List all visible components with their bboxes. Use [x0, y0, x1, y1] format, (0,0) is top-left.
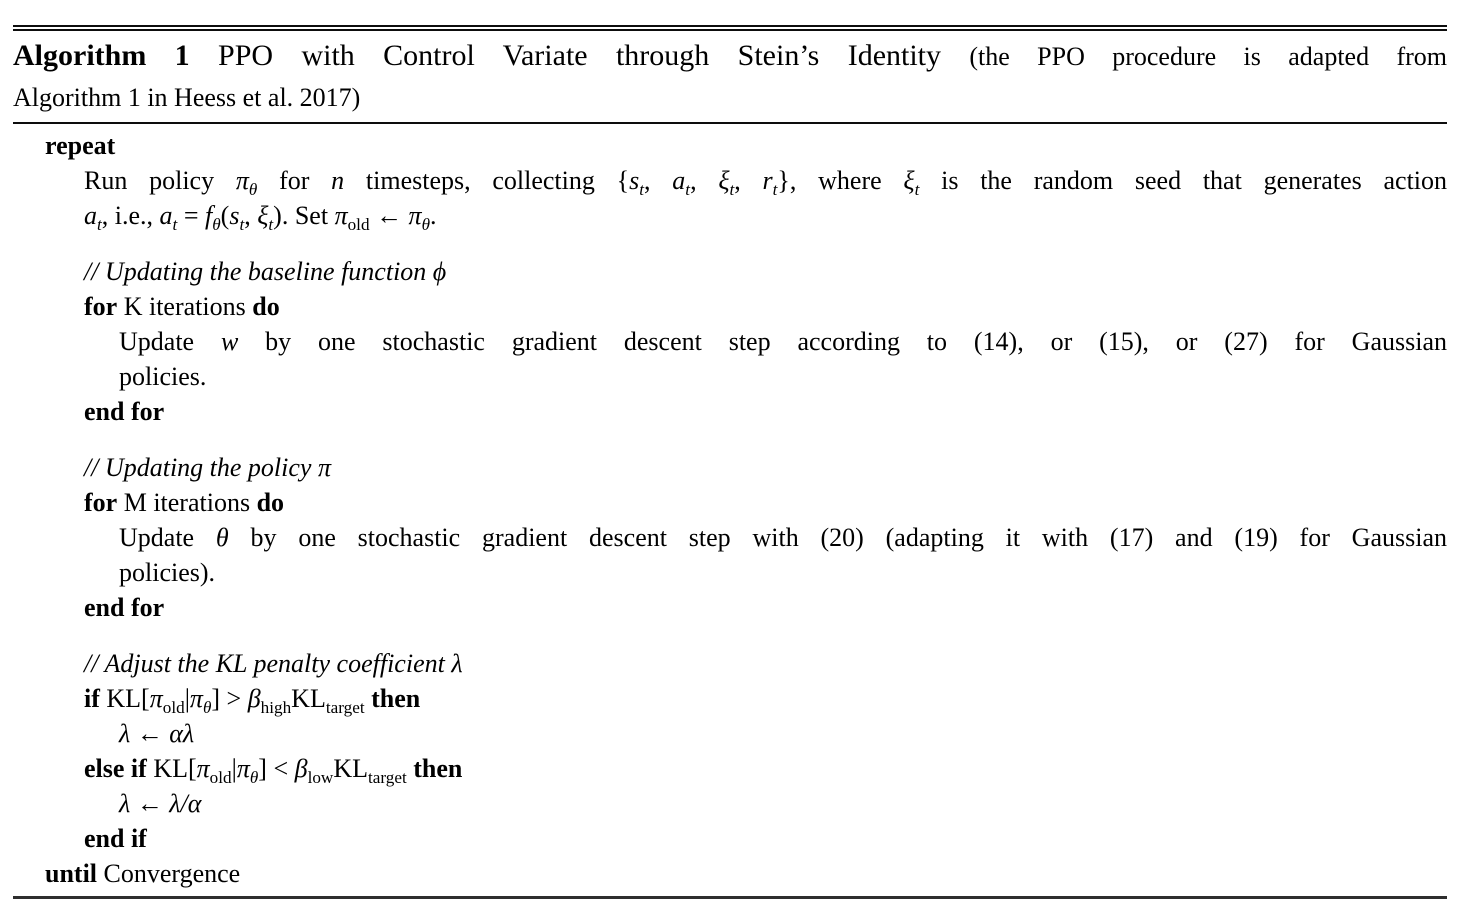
algorithm-line-end-if: end if [84, 824, 147, 853]
header-title-line-1: Algorithm 1 PPO with Control Variate through Stein’s Identity (the PPO procedure is adapted from [13, 39, 1447, 72]
algorithm-line-comment-policy: // Updating the policy π [84, 453, 331, 482]
algorithm-body [13, 124, 1447, 891]
algorithm-line-end-for-baseline: end for [84, 397, 165, 426]
algorithm-line-update-w-line-1: Update w by one stochastic gradient descent step according to (14), or (15), or (27) for Gaussian [119, 327, 1447, 356]
algorithm-line-comment-baseline: // Updating the baseline function ϕ [84, 257, 447, 286]
algorithm-line-update-theta-line-2: policies). [119, 558, 216, 587]
algorithm-line-repeat: repeat [45, 131, 116, 160]
algorithm-line-until-convergence: until Convergence [45, 859, 241, 888]
algorithm-line-for-k-iterations: for K iterations do [84, 292, 280, 321]
algorithm-line-for-m-iterations: for M iterations do [84, 488, 285, 517]
algorithm-header [13, 31, 1447, 122]
algorithm-line-end-for-policy: end for [84, 593, 165, 622]
algorithm-line-lambda-decrease: λ ← λ/α [119, 789, 202, 818]
header-title-line-2: Algorithm 1 in Heess et al. 2017) [13, 83, 361, 112]
algorithm-line-comment-kl-penalty: // Adjust the KL penalty coefficient λ [84, 649, 463, 678]
algorithm-line-update-w-line-2: policies. [119, 362, 207, 391]
algorithm-line-run-policy-line-2: $a_t$, i.e., $a_t = f_\theta(s_t$, $\xi_t$). Set $\pi_{old}$ ← $\pi_\theta$. [84, 201, 437, 235]
algorithm-line-run-policy-line-1: Run policy $\pi_\theta$ for n timesteps, collecting {$s_t$, $a_t$, $\xi_t$, $r_t$}, where $\xi_t$ is the random seed that generates action [84, 166, 1448, 200]
algorithm-line-else-if-kl-low: else if $KL[\pi_{old}|\pi_\theta] < \beta_{low}KL_{target}$ then [84, 754, 463, 788]
algorithm-line-update-theta-line-1: Update θ by one stochastic gradient descent step with (20) (adapting it with (17) and (19) for Gaussian [119, 523, 1447, 552]
algorithm-line-if-kl-high: if $KL[\pi_{old}|\pi_\theta] > \beta_{high}KL_{target}$ then [84, 684, 421, 718]
bottom-rule [13, 896, 1447, 899]
algorithm-line-lambda-increase: λ ← αλ [119, 719, 195, 748]
